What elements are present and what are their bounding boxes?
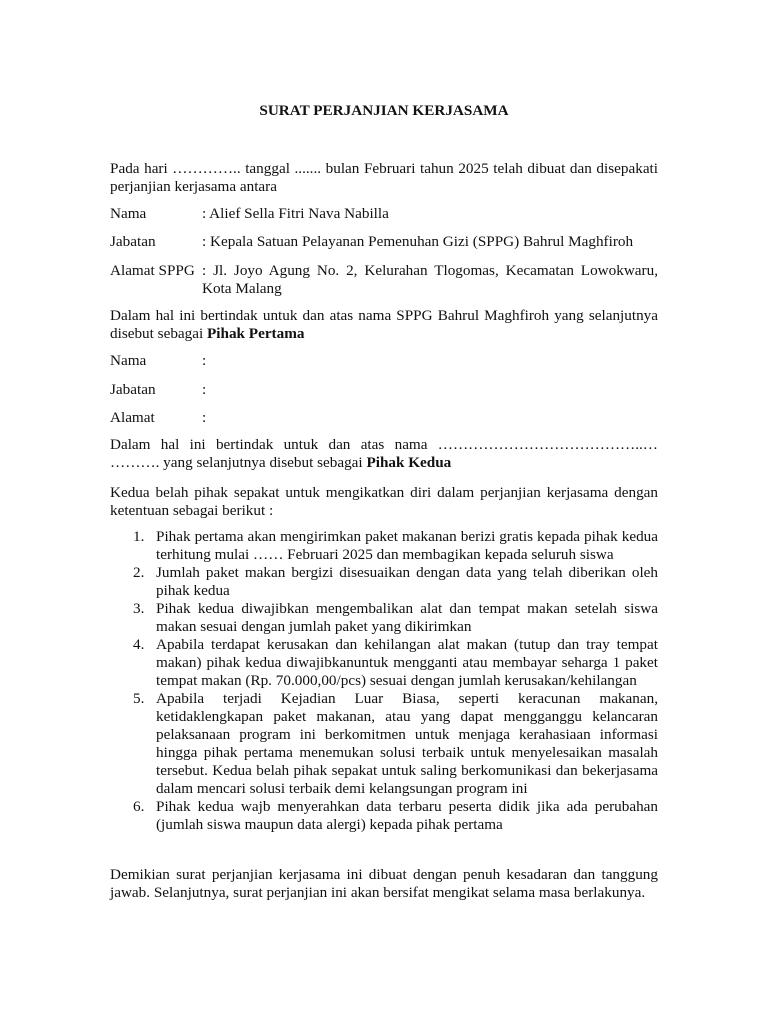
list-item-text: Pihak pertama akan mengirimkan paket makanan berizi gratis kepada pihak kedua terhitung mulai …… Februari 2025 dan membagikan kepada seluruh siswa: [156, 528, 658, 563]
list-item-number: 4.: [133, 636, 145, 653]
party1-role-label: Pihak Pertama: [207, 325, 305, 342]
party2-nama-label: Nama: [110, 352, 147, 369]
list-item: [110, 564, 658, 600]
list-item-text: Pihak kedua diwajibkan mengembalikan alat dan tempat makan setelah siswa makan sesuai dengan jumlah paket yang dikirimkan: [156, 600, 658, 635]
party1-nama-label: Nama: [110, 205, 147, 222]
page-title: SURAT PERJANJIAN KERJASAMA: [259, 102, 509, 119]
party2-statement-text: Dalam hal ini bertindak untuk dan atas nama …………………………………..… ………. yang selanjutnya disebut sebagai: [110, 436, 658, 471]
party1-jabatan-value: : Kepala Satuan Pelayanan Pemenuhan Gizi (SPPG) Bahrul Maghfiroh: [202, 233, 634, 250]
party2-alamat-value: :: [202, 409, 207, 426]
list-item-number: 2.: [133, 564, 145, 581]
list-item: [110, 528, 658, 564]
closing-paragraph: Demikian surat perjanjian kerjasama ini dibuat dengan penuh kesadaran dan tanggung jawab. Selanjutnya, surat perjanjian ini akan bersifat mengikat selama masa berlakunya.: [110, 866, 658, 901]
list-item-number: 1.: [133, 528, 145, 545]
party2-nama-value: :: [202, 352, 207, 369]
list-item: [110, 690, 658, 798]
agreement-intro: Kedua belah pihak sepakat untuk mengikatkan diri dalam perjanjian kerjasama dengan ketentuan sebagai berikut :: [110, 484, 658, 519]
list-item-number: 3.: [133, 600, 145, 617]
party1-statement-text: Dalam hal ini bertindak untuk dan atas nama SPPG Bahrul Maghfiroh yang selanjutnya disebut sebagai: [110, 307, 658, 342]
party2-role-label: Pihak Kedua: [366, 454, 452, 471]
opening-paragraph: Pada hari ………….. tanggal ....... bulan Februari tahun 2025 telah dibuat dan disepakati perjanjian kerjasama antara: [110, 160, 658, 195]
list-item: [110, 636, 658, 690]
party1-alamat-value: : Jl. Joyo Agung No. 2, Kelurahan Tlogomas, Kecamatan Lowokwaru,: [202, 262, 658, 279]
list-item-text: Apabila terjadi Kejadian Luar Biasa, seperti keracunan makanan, ketidaklengkapan paket makanan, atau yang dapat mengganggu kelancaran pelaksanaan program ini berkomitmen untuk menjaga kerahasiaan informasi hingga pihak pertama menemukan solusi terbaik untuk menyelesaikan masalah tersebut. Kedua belah pihak sepakat untuk saling berkomunikasi dan bekerjasama dalam mencari solusi terbaik demi kelangsungan program ini: [156, 690, 658, 797]
party1-statement: [110, 307, 658, 343]
list-item-text: Jumlah paket makan bergizi disesuaikan dengan data yang telah diberikan oleh pihak kedua: [156, 564, 658, 599]
terms-list: [110, 528, 658, 834]
list-item-number: 5.: [133, 690, 145, 707]
party2-jabatan-value: :: [202, 381, 207, 398]
list-item: [110, 798, 658, 834]
list-item-number: 6.: [133, 798, 145, 815]
party1-alamat-label: Alamat SPPG: [110, 262, 195, 279]
list-item-text: Apabila terdapat kerusakan dan kehilangan alat makan (tutup dan tray tempat makan) pihak kedua diwajibkanuntuk mengganti atau membayar seharga 1 paket tempat makan (Rp. 70.000,00/pcs) sesuai dengan jumlah kerusakan/kehilangan: [156, 636, 658, 689]
list-item-text: Pihak kedua wajb menyerahkan data terbaru peserta didik jika ada perubahan (jumlah siswa maupun data alergi) kepada pihak pertama: [156, 798, 658, 833]
list-item: [110, 600, 658, 636]
party2-alamat-label: Alamat: [110, 409, 155, 426]
party1-alamat-value-2: Kota Malang: [202, 280, 282, 297]
party2-jabatan-label: Jabatan: [110, 381, 156, 398]
party1-nama-value: : Alief Sella Fitri Nava Nabilla: [202, 205, 389, 222]
party1-jabatan-label: Jabatan: [110, 233, 156, 250]
party2-statement: [110, 436, 658, 472]
